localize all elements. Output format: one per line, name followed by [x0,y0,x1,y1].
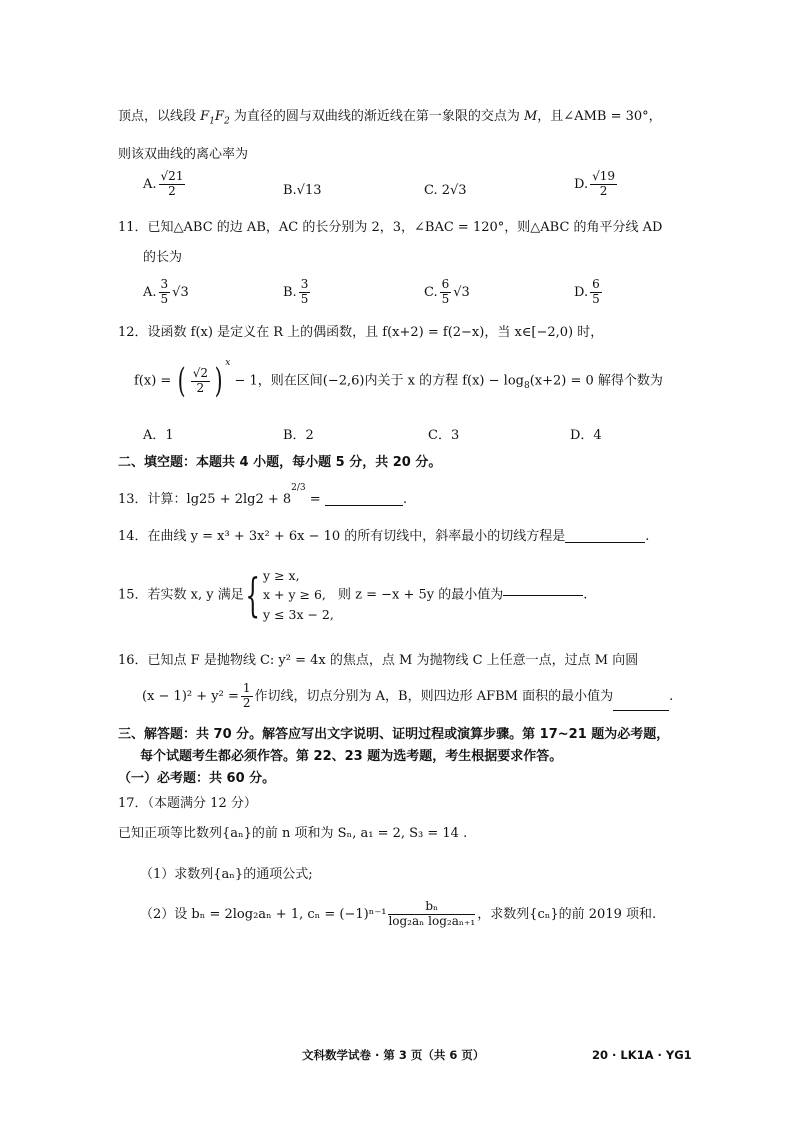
q12-option-d: D．4 [570,428,602,443]
q13: 13．计算：$\lg 25 + 2\lg 2 + 8^{2/3}$ = . [118,482,407,507]
q15-constraint-3: y ≤ 3x − 2, [263,606,334,622]
q17-part1: （1）求数列{aₙ}的通项公式; [140,867,313,882]
section-solve-title: 三、解答题：共 70 分。解答应写出文字说明、证明过程或演算步骤。第 17~21 题为必考题， [118,727,670,742]
q16-line1: 16．已知点 F 是抛物线 C: y² = 4x 的焦点，点 M 为抛物线 C 上任意一点，过点 M 向圆 [118,653,639,668]
section-required-title: （一）必考题：共 60 分。 [118,771,276,786]
q12-line1: 12．设函数 f(x) 是定义在 R 上的偶函数，且 f(x+2) = f(2−x)，当 x∈[−2,0) 时， [118,325,604,340]
q10-option-a: A. $\frac{√21}{2}$ [143,169,184,198]
q12-option-b: B．2 [283,428,314,443]
q15: 15．若实数 x, y 满足{ y ≥ x, x + y ≥ 6, y ≤ 3x − 2, 则 z = −x + 5y 的最小值为 . [118,566,587,624]
q15-answer-blank[interactable] [503,595,583,596]
q11-option-b: B. $\frac{3}{5}$ [283,277,309,306]
q17-part2: （2）设 bₙ = 2log₂aₙ + 1, cₙ = (−1)ⁿ⁻¹ $\frac{\text{bₙ}}{\text{log₂aₙ log₂aₙ₊₁}}$ ，求数列{cₙ}的前 2019 项和. [140,899,657,928]
q11-line1: 11．已知△ABC 的边 AB，AC 的长分别为 2，3，∠BAC = 120°，则△ABC 的角平分线 AD [118,220,663,235]
q11-option-d: D. $\frac{6}{5}$ [574,277,600,306]
q10-option-c: C. 2√3 [424,183,467,198]
q15-constraint-1: y ≥ x, [263,568,300,583]
q16-line2: (x − 1)² + y² = $\frac{1}{2}$ 作切线，切点分别为 A，B，则四边形 AFBM 面积的最小值为 . [142,681,674,710]
section-solve-note: 每个试题考生都必须作答。第 22、23 题为选考题，考生根据要求作答。 [140,749,563,764]
q11-line2: 的长为 [143,250,183,265]
q12-line2: f(x) = ( $\frac{√2}{2}$ ) $^x$ − 1，则在区间(−2,6)内关于 x 的方程 $f(x) - \log_8(x+2) = 0$ 解得个数为 [134,358,663,401]
footer-page-info: 文科数学试卷 · 第 3 页（共 6 页） [302,1048,485,1062]
q10-line1: 顶点，以线段 $F_1F_2$ 为直径的圆与双曲线的渐近线在第一象限的交点为 M，且∠AMB = 30°， [118,109,662,127]
q10-option-b: B.√13 [283,183,322,198]
q14-answer-blank[interactable] [565,542,645,543]
q11-option-a: A. $\frac{3}{5}$ √3 [143,277,189,306]
q17-stem: 已知正项等比数列{aₙ}的前 n 项和为 Sₙ, a₁ = 2, S₃ = 14 . [118,826,468,841]
q16-answer-blank[interactable] [613,710,669,711]
q15-constraint-2: x + y ≥ 6, [263,587,326,603]
q13-answer-blank[interactable] [325,505,403,506]
q14: 14．在曲线 y = x³ + 3x² + 6x − 10 的所有切线中，斜率最小的切线方程是 . [118,529,650,544]
footer-code: 20 · LK1A · YG1 [592,1048,692,1062]
q12-option-a: A．1 [143,428,174,443]
q11-option-c: C. $\frac{6}{5}$ √3 [424,277,470,306]
q10-option-d: D. $\frac{√19}{2}$ [574,169,616,198]
q17-header: 17．（本题满分 12 分） [118,796,257,811]
section-fill-in-title: 二、填空题：本题共 4 小题，每小题 5 分，共 20 分。 [118,455,442,470]
q10-line2: 则该双曲线的离心率为 [118,147,249,162]
q12-option-c: C．3 [428,428,460,443]
